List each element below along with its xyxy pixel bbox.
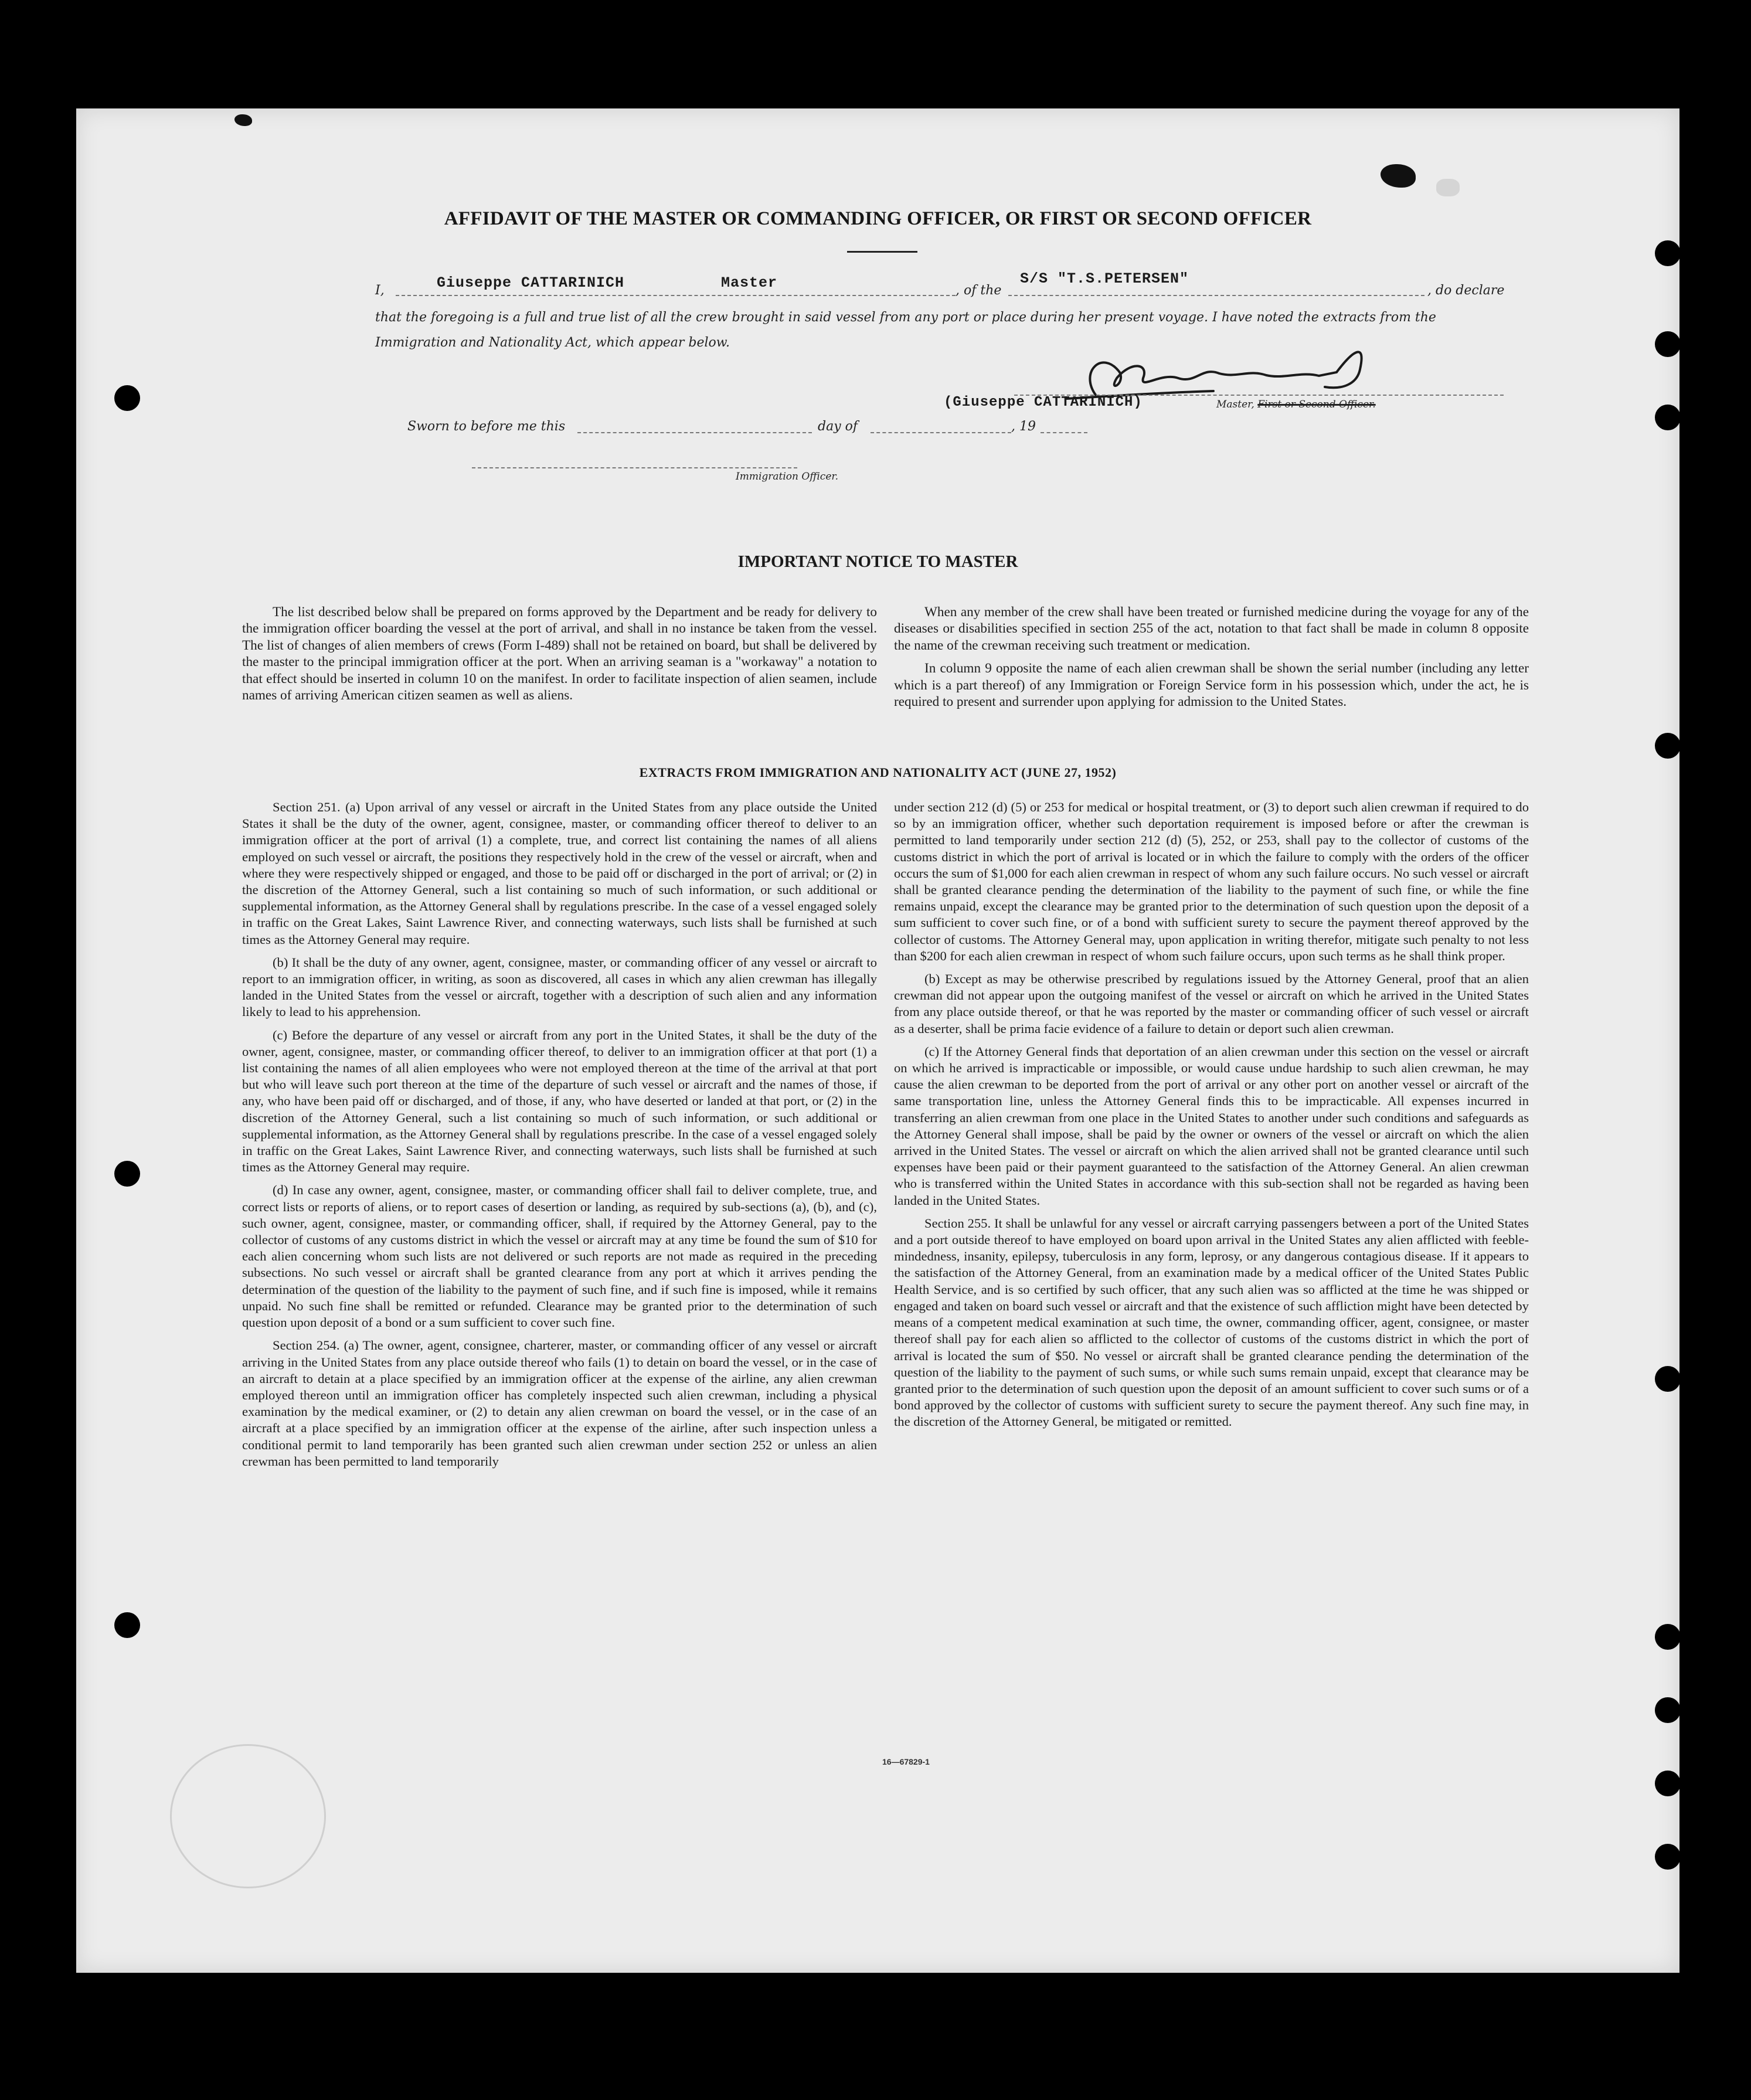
- document-page: [76, 108, 1679, 1973]
- signature-rank-label: [1216, 399, 1376, 410]
- name-line: [396, 295, 956, 296]
- notice-paragraph: The list described below shall be prepared on forms approved by the Department and be ready for delivery to the immigration officer boarding the vessel at the port of arrival, and shall in no instance be taken from the vessel. The list of changes of alien members of crews (Form I-489) shall not be retained on board, but shall be delivered by the master to the principal immigration officer at the port. When an arriving seaman is a "workaway" a notation to that effect should be inserted in column 10 on the manifest. In order to facilitate inspection of alien seamen, include names of arriving American citizen seamen as well as aliens.: [242, 604, 877, 704]
- punch-hole: [114, 385, 140, 411]
- declarant-name: Giuseppe CATTARINICH: [437, 274, 625, 291]
- of-the-label: , of the: [956, 283, 1002, 298]
- extract-paragraph: Section 251. (a) Upon arrival of any vessel or aircraft in the United States from any place outside the United States it shall be the duty of the owner, agent, consignee, master, or commanding officer thereof to deliver to an immigration officer at the port of arrival (1) a complete, true, and correct list containing the names of all aliens employed on such vessel or aircraft, the positions they respectively hold in the crew of the vessel or aircraft, when and where they were respectively shipped or engaged, and those to be paid off or discharged in the port of arrival; or (2) in the discretion of the Attorney General, such a list containing so much of such information, or such additional or supplemental information, as the Attorney General shall by regulations prescribe. In the case of a vessel engaged solely in traffic on the Great Lakes, Saint Lawrence River, and connecting waterways, such lists shall be furnished at such times as the Attorney General may require.: [242, 800, 877, 947]
- form-number: 16—67829-1: [882, 1757, 930, 1766]
- punch-hole: [1655, 1697, 1679, 1723]
- punch-hole: [1655, 331, 1679, 357]
- day-of-label: day of: [818, 419, 858, 434]
- punch-hole: [114, 1161, 140, 1187]
- punch-hole: [1655, 405, 1679, 430]
- notice-paragraph: When any member of the crew shall have been treated or furnished medicine during the voyage for any of the diseases or disabilities specified in section 255 of the act, notation to that fact shall be made in column 8 opposite the name of the crewman receiving such treatment or medication.: [894, 604, 1529, 653]
- extracts-left-column: [242, 799, 877, 1476]
- punch-hole: [1655, 240, 1679, 266]
- ink-blot: [1381, 164, 1416, 188]
- faded-stamp: [170, 1744, 326, 1888]
- notice-paragraph: In column 9 opposite the name of each alien crewman shall be shown the serial number (including any letter which is a part thereof) of any Immigration or Foreign Service form in his possession which, under the act, he is required to present and surrender upon applying for admission to the United States.: [894, 661, 1529, 710]
- rank-struck-text: First or Second Officer.: [1257, 399, 1376, 410]
- extracts-title: EXTRACTS FROM IMMIGRATION AND NATIONALITY ACT (JUNE 27, 1952): [639, 765, 1117, 780]
- month-line: [871, 432, 1011, 433]
- ink-blot: [234, 114, 252, 126]
- declarant-rank: Master: [721, 274, 778, 291]
- declaration-text: that the foregoing is a full and true list of all the crew brought in said vessel from any port or place during her present voyage. I have noted the extracts from the Immigration and Nationality Act, which appear below.: [375, 310, 1436, 350]
- extract-paragraph: (b) It shall be the duty of any owner, agent, consignee, master, or commanding officer of any vessel or aircraft to report to an immigration officer, in writing, as soon as discovered, all cases in which any alien crewman has illegally landed in the United States from the vessel or aircraft, together with a description of such alien and any information likely to lead to his apprehension.: [242, 954, 877, 1020]
- i-label: I,: [375, 283, 385, 298]
- year-line: [1041, 432, 1087, 433]
- notice-title: IMPORTANT NOTICE TO MASTER: [737, 552, 1018, 571]
- signature-typed: (Giuseppe CATTARINICH): [944, 395, 1143, 410]
- punch-hole: [1655, 1366, 1679, 1392]
- officer-label: Immigration Officer.: [736, 471, 839, 482]
- punch-hole: [114, 1612, 140, 1638]
- do-declare-label: , do declare: [1427, 283, 1505, 298]
- punch-hole: [1655, 733, 1679, 759]
- affidavit-title: AFFIDAVIT OF THE MASTER OR COMMANDING OFFICER, OR FIRST OR SECOND OFFICER: [444, 208, 1312, 229]
- extract-paragraph: (c) Before the departure of any vessel or aircraft from any port in the United States, it shall be the duty of the owner, agent, consignee, master, or commanding officer thereof, to deliver to an immigration officer at that port (1) a list containing the names of all alien employees who were not employed thereon at the time of the arrival at that port but who will leave such port thereon at the time of the departure of such vessel or aircraft and the names of those, if any, who have been paid off or discharged, and of those, if any, who have deserted or landed at that port, or (2) in the discretion of the Attorney General, such a list containing so much of such information, or such additional or supplemental information, as the Attorney General shall by regulations prescribe. In the case of a vessel engaged solely in traffic on the Great Lakes, Saint Lawrence River, and connecting waterways, such lists shall be furnished at such times as the Attorney General may require.: [242, 1027, 877, 1175]
- extract-paragraph: under section 212 (d) (5) or 253 for medical or hospital treatment, or (3) to deport such alien crewman if required to do so by an immigration officer, whether such deportation requirement is imposed before or after the crewman is permitted to land temporarily under section 212 (d) (5), 252, or 253, shall pay to the collector of customs of the customs district in which the port of arrival is located or in which the failure to comply with the orders of the officer occurs the sum of $1,000 for each alien crewman in respect of whom any such failure occurs. No such vessel or aircraft shall be granted clearance pending the determination of the liability to the payment of such fine, or while the fine remains unpaid, except the clearance may be granted prior to the determination of such question upon the deposit of a sum sufficient to cover such fine, or of a bond with sufficient surety to secure the payment thereof approved by the collector of customs. The Attorney General may, upon application in writing therefor, mitigate such penalty to not less than $200 for each alien crewman in respect of whom such failure occurs, upon such terms as he shall think proper.: [894, 800, 1529, 963]
- smudge: [1436, 179, 1460, 196]
- punch-hole: [1655, 1844, 1679, 1870]
- punch-hole: [1655, 1624, 1679, 1650]
- extract-paragraph: Section 254. (a) The owner, agent, consignee, charterer, master, or commanding officer of any vessel or aircraft arriving in the United States from any place outside thereof who fails (1) to detain on board the vessel, or in the case of an aircraft to detain at a place specified by an immigration officer at the expense of the airline, any alien crewman employed thereon until an immigration officer has completely inspected such alien crewman, including a physical examination by the medical examiner, or (2) to detain any alien crewman on board the vessel, or in the case of an aircraft at a place specified by an immigration officer at the expense of the airline, after such inspection unless a conditional permit to land temporarily has been granted such alien crewman under section 252 or unless an alien crewman has been permitted to land temporarily: [242, 1338, 877, 1469]
- extracts-right-column: [894, 799, 1529, 1437]
- title-rule: [847, 251, 917, 253]
- extract-paragraph: (b) Except as may be otherwise prescribed by regulations issued by the Attorney General, proof that an alien crewman did not appear upon the outgoing manifest of the vessel or aircraft on which he arrived in the United States from any place outside thereof, or that he was reported by the master or commanding officer of such vessel or aircraft as a deserter, shall be prima facie evidence of a failure to detain or deport such alien crewman.: [894, 971, 1529, 1036]
- sworn-label: Sworn to before me this: [407, 419, 566, 434]
- sworn-line: [577, 432, 812, 433]
- punch-hole: [1655, 1771, 1679, 1796]
- notice-right-column: [894, 604, 1529, 716]
- notice-left-column: [242, 604, 877, 710]
- extract-paragraph: (c) If the Attorney General finds that deportation of an alien crewman under this section on the vessel or aircraft on which he arrived is impracticable or impossible, or would cause undue hardship to such alien crewman, he may cause the alien crewman to be deported from the port of arrival or any other port on another vessel or aircraft of the same transportation line, unless the Attorney General finds this to be impracticable. All expenses incurred in transferring an alien crewman from one place in the United States to another under such conditions and safeguards as the Attorney General shall impose, shall be paid by the owner or owners of the vessel or aircraft on which the alien arrived in the United States. The vessel or aircraft on which the alien arrived shall not be granted clearance until such expenses have been paid or their payment guaranteed to the satisfaction of the Attorney General. An alien crewman who is transferred within the United States in accordance with this sub-section shall not be regarded as having been landed in the United States.: [894, 1044, 1529, 1208]
- rank-master-text: Master,: [1216, 399, 1258, 410]
- extract-paragraph: Section 255. It shall be unlawful for any vessel or aircraft carrying passengers between a port of the United States and a port outside thereof to have employed on board upon arrival in the United States any alien afflicted with feeble-mindedness, insanity, epilepsy, tuberculosis in any form, leprosy, or any dangerous contagious disease. If it appears to the satisfaction of the Attorney General, from an examination made by a medical officer of the United States Public Health Service, and is so certified by such officer, that any such alien was so afflicted at the time he was shipped or engaged and taken on board such vessel or aircraft and that the existence of such affliction might have been detected by means of a competent medical examination at such time, the owner, commanding officer, agent, consignee, or master thereof shall pay for each alien so afflicted to the collector of customs of the customs district in which the port of arrival is located the sum of $50. No vessel or aircraft shall be granted clearance pending the determination of the question of the liability to the payment of such sums, or while such sums remain unpaid, except that clearance may be granted prior to the determination of such question upon the deposit of an amount sufficient to cover such sums or of a bond approved by the collector of customs with sufficient surety to secure the payment thereof. Any such fine may, in the discretion of the Attorney General, be mitigated or remitted.: [894, 1215, 1529, 1429]
- extract-paragraph: (d) In case any owner, agent, consignee, master, or commanding officer shall fail to deliver complete, true, and correct lists or reports of aliens, or to report cases of desertion or landing, as required by sub-sections (a), (b), and (c), such owner, agent, consignee, master, or commanding officer, shall, if required by the Attorney General, pay to the collector of customs of any customs district in which the vessel or aircraft may at any time be found the sum of $10 for each alien concerning whom such lists are not delivered or such reports are not made as required in the preceding subsections. No such vessel or aircraft shall be granted clearance from any port at which it arrives pending the determination of the question of the liability to the payment of such fine, and if such fine is imposed, while it remains unpaid. No such fine shall be remitted or refunded. Clearance may be granted prior to the determination of such question upon deposit of a bond or a sum sufficient to cover such fine.: [242, 1182, 877, 1330]
- vessel-line: [1008, 295, 1424, 296]
- vessel-name: S/S "T.S.PETERSEN": [1020, 270, 1189, 287]
- year-label: , 19: [1011, 419, 1036, 434]
- officer-line: [472, 467, 797, 468]
